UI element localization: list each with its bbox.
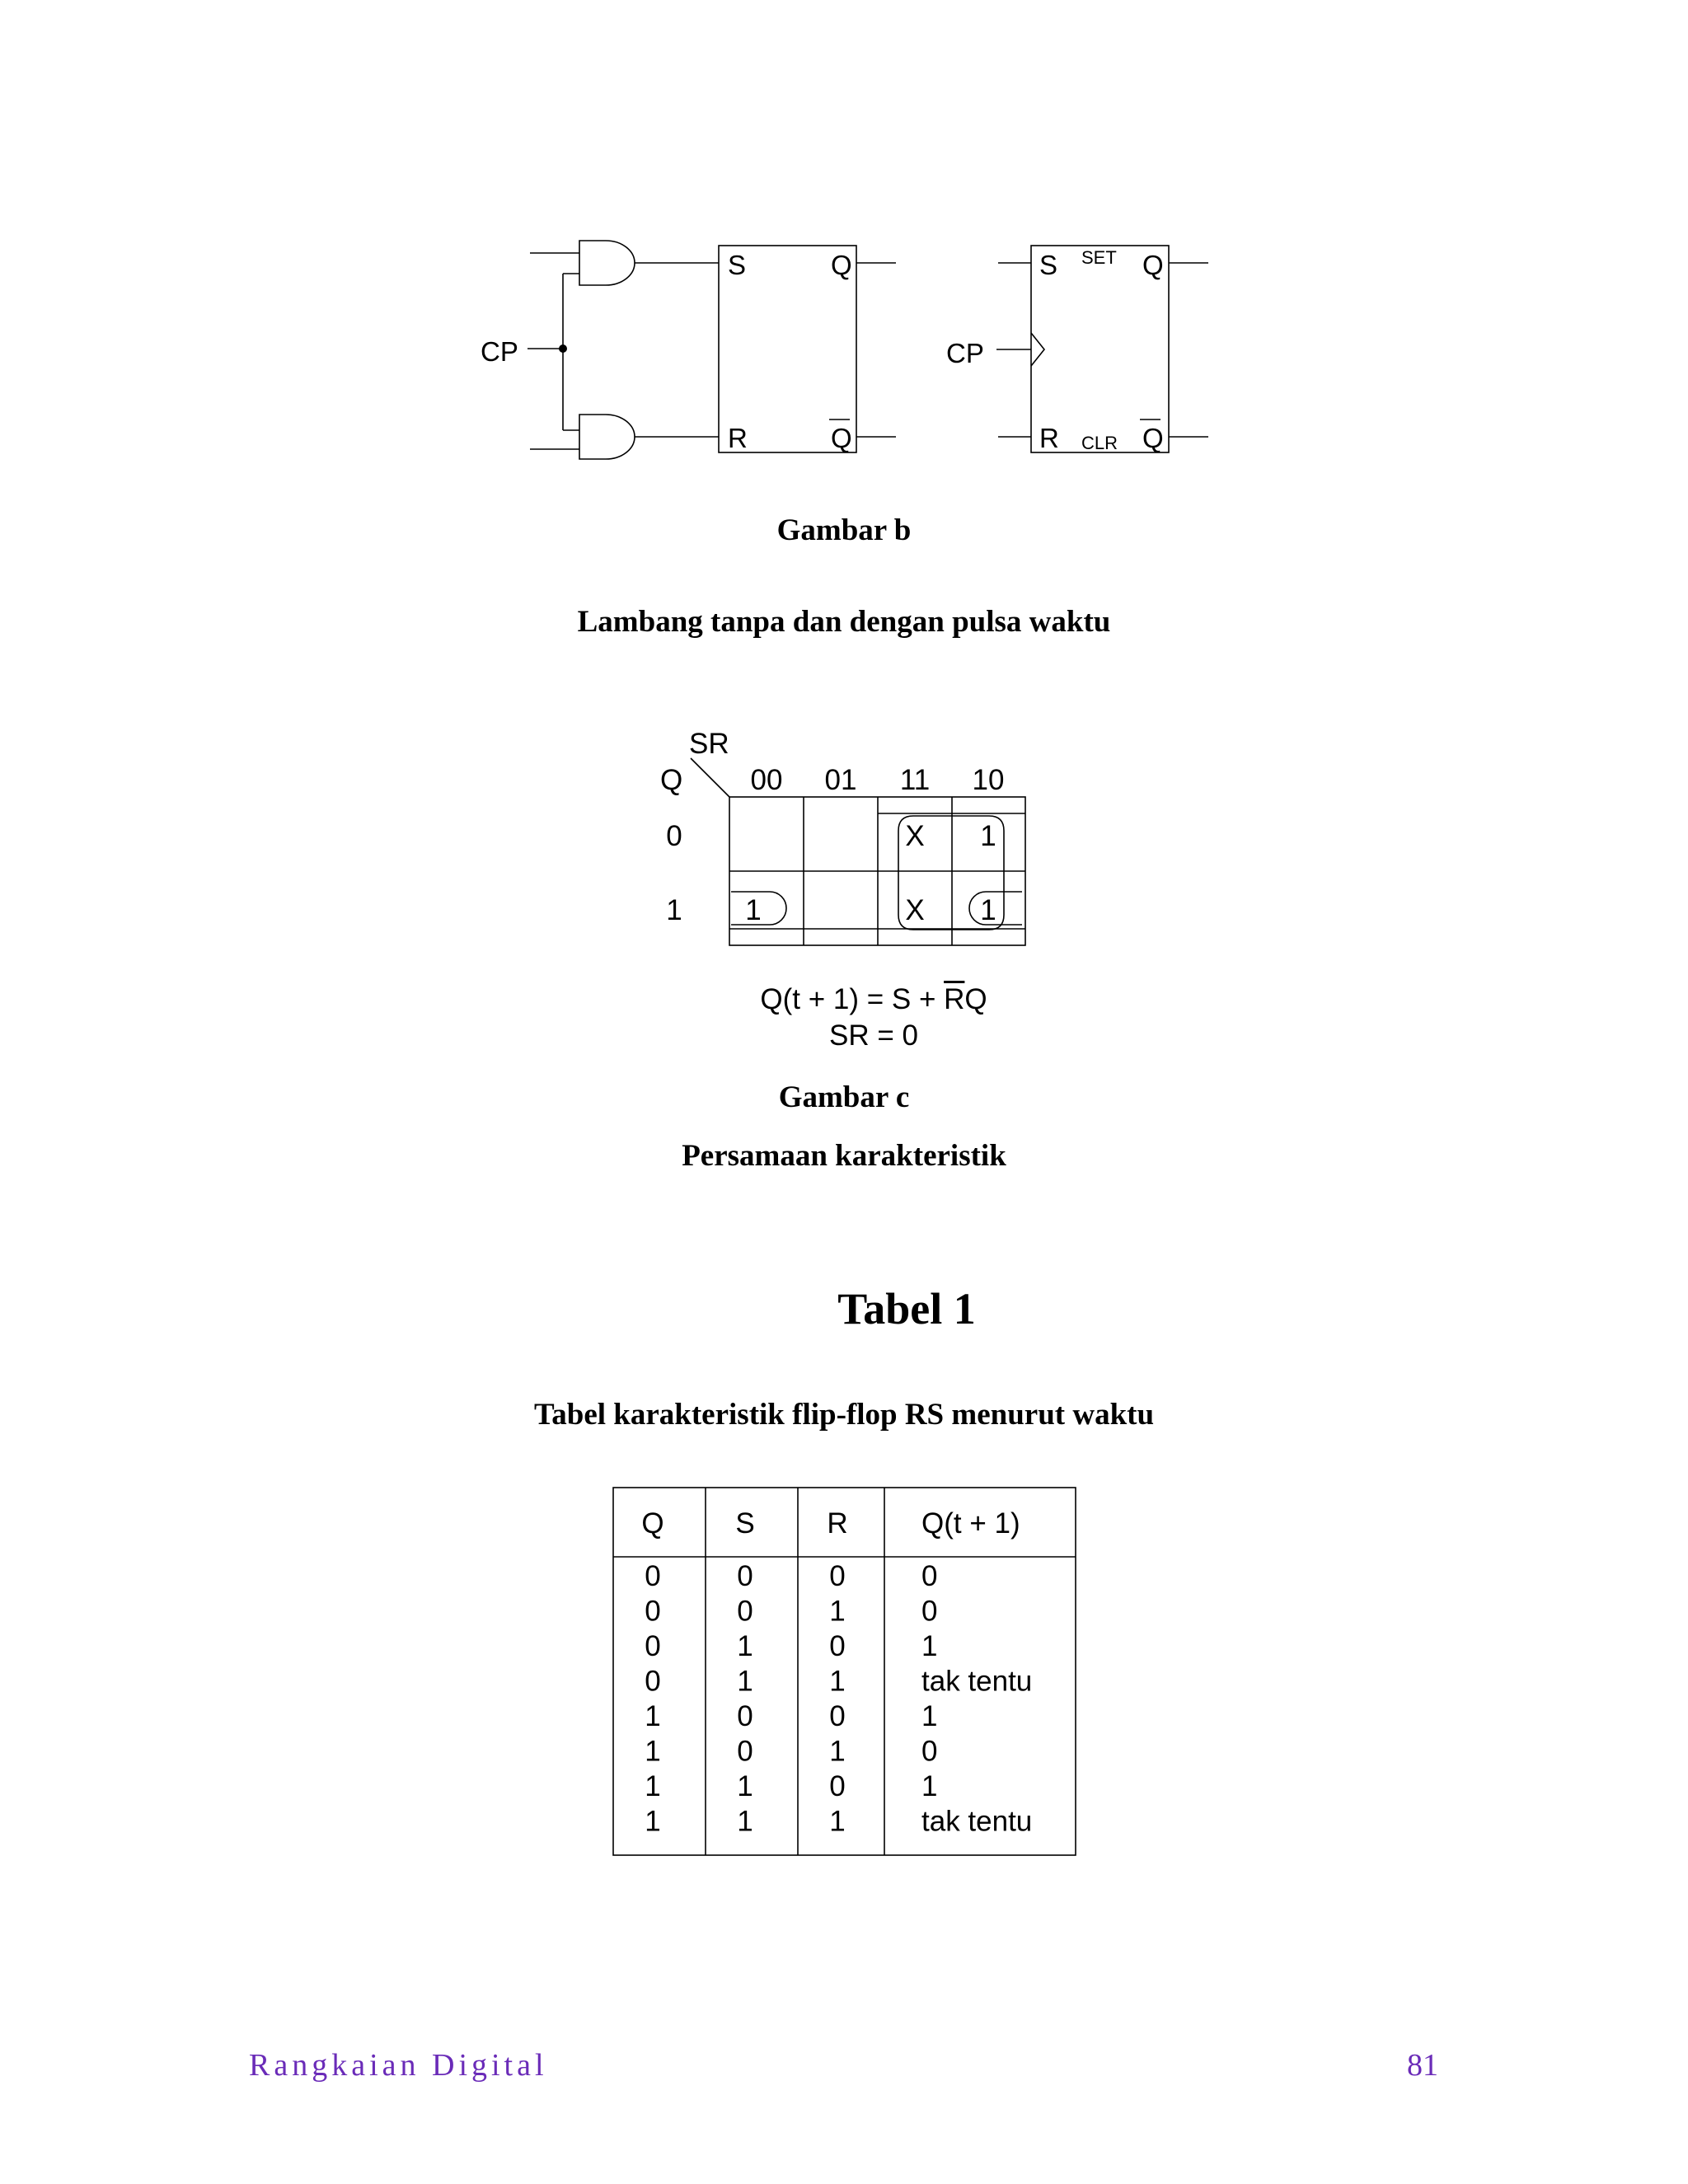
table-cell: 1 — [921, 1700, 938, 1732]
table-cell: 1 — [737, 1770, 753, 1802]
kmap-cell: X — [905, 820, 925, 852]
table-header-cell: R — [827, 1507, 848, 1540]
table-cell: 1 — [645, 1805, 661, 1838]
truth-table — [0, 1475, 1688, 1863]
table-cell: 0 — [921, 1735, 938, 1768]
table-cell: 1 — [829, 1595, 846, 1628]
table-cell: 0 — [645, 1665, 661, 1698]
label-s: S — [1039, 250, 1058, 280]
kmap-col-header: 11 — [899, 764, 931, 796]
table-header-cell: Q(t + 1) — [921, 1507, 1020, 1540]
table-cell: 1 — [737, 1805, 753, 1838]
label-s: S — [728, 250, 747, 280]
table-cell: 0 — [645, 1560, 661, 1592]
table-subtitle: Tabel karakteristik flip-flop RS menurut waktu — [533, 1398, 1155, 1432]
figure-b-diagram — [0, 0, 1688, 494]
label-clr: CLR — [1081, 433, 1118, 453]
label-cp: CP — [946, 338, 984, 368]
table-cell: 1 — [829, 1665, 846, 1698]
kmap-cell: 1 — [745, 894, 762, 926]
label-q: Q — [1142, 250, 1164, 280]
kmap-cell: 1 — [980, 894, 996, 926]
figure-b-caption: Gambar b — [776, 513, 912, 547]
label-r: R — [1039, 423, 1059, 453]
table-cell: 1 — [645, 1700, 661, 1732]
kmap-corner-sr: SR — [689, 728, 729, 760]
label-set: SET — [1081, 247, 1117, 268]
table-header-cell: Q — [641, 1507, 664, 1540]
table-cell: 0 — [737, 1700, 753, 1732]
label-qbar: Q — [1142, 423, 1164, 453]
table-cell: tak tentu — [921, 1665, 1033, 1698]
table-cell: 0 — [737, 1735, 753, 1768]
table-header-cell: S — [735, 1507, 755, 1540]
kmap-col-header: 01 — [824, 764, 857, 796]
table-cell: 1 — [921, 1630, 938, 1662]
table-cell: tak tentu — [921, 1805, 1033, 1838]
table-cell: 0 — [737, 1595, 753, 1628]
table-cell: 0 — [829, 1700, 846, 1732]
equation-line-1: $Q(t + 1) = S + \overline{R}Q$ — [760, 983, 987, 1015]
label-qbar: Q — [831, 423, 852, 453]
table-cell: 1 — [645, 1735, 661, 1768]
table-cell: 1 — [737, 1630, 753, 1662]
kmap-col-header: 10 — [972, 764, 1005, 796]
clocked-rs-flipflop — [946, 246, 1208, 453]
table-cell: 0 — [645, 1595, 661, 1628]
table-cell: 1 — [921, 1770, 938, 1802]
gated-rs-flipflop — [481, 241, 896, 459]
label-q: Q — [831, 250, 852, 280]
figure-c-caption: Gambar c — [778, 1080, 910, 1114]
table-cell: 1 — [645, 1770, 661, 1802]
footer-book-title: Rangkaian Digital — [249, 2048, 548, 2083]
equation-line-2: SR = 0 — [829, 1019, 918, 1052]
characteristic-equation — [0, 982, 1688, 1054]
table-cell: 0 — [921, 1560, 938, 1592]
kmap-row-header: 0 — [666, 820, 682, 852]
table-cell: 0 — [829, 1630, 846, 1662]
table-cell: 1 — [737, 1665, 753, 1698]
table-cell: 0 — [645, 1630, 661, 1662]
and-gate-bottom — [579, 415, 635, 459]
figure-b-subcaption: Lambang tanpa dan dengan pulsa waktu — [577, 605, 1111, 639]
table-cell: 0 — [737, 1560, 753, 1592]
kmap-cell: 1 — [980, 820, 996, 852]
table-cell: 0 — [829, 1560, 846, 1592]
table-cell: 1 — [829, 1805, 846, 1838]
kmap-cell: X — [905, 894, 925, 926]
kmap-corner-q: Q — [660, 764, 683, 796]
label-r: R — [728, 423, 748, 453]
table-title: Tabel 1 — [837, 1284, 976, 1333]
label-cp: CP — [481, 336, 518, 367]
figure-c-subcaption: Persamaan karakteristik — [682, 1139, 1006, 1173]
kmap-row-header: 1 — [666, 894, 682, 926]
and-gate-top — [579, 241, 635, 285]
footer-page-number: 81 — [1407, 2048, 1438, 2083]
kmap-col-header: 00 — [750, 764, 783, 796]
table-cell: 0 — [921, 1595, 938, 1628]
clock-triangle — [1031, 333, 1044, 366]
table-cell: 0 — [829, 1770, 846, 1802]
table-cell: 1 — [829, 1735, 846, 1768]
